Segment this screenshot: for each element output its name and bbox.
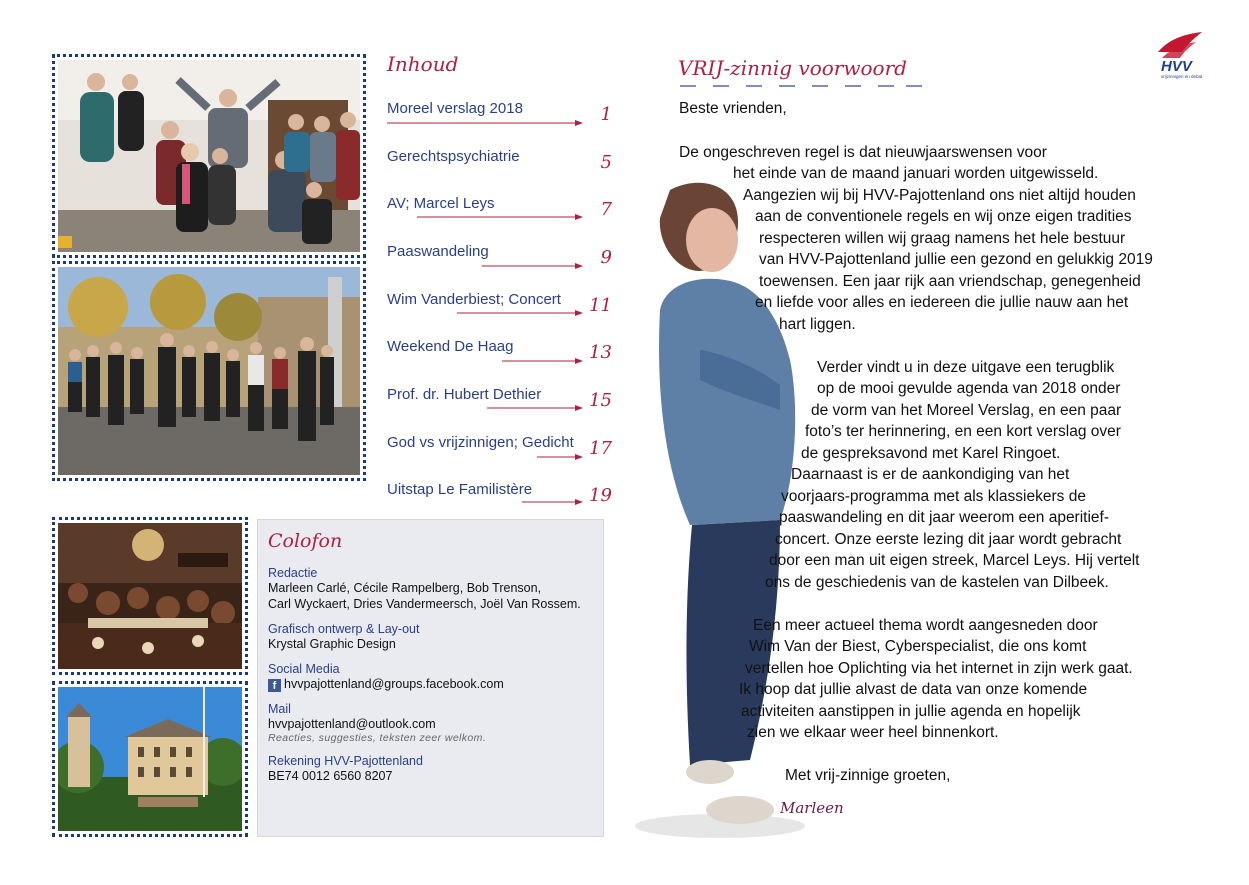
toc-item-page: 5 — [600, 152, 612, 173]
article-line: de gespreksavond met Karel Ringoet. — [801, 445, 1061, 462]
toc-item-label: Prof. dr. Hubert Dethier — [387, 386, 542, 403]
article-line: aan de conventionele regels en wij onze eigen tradities — [755, 208, 1132, 225]
signature: Marleen — [780, 799, 844, 817]
mail-note: Reacties, suggesties, teksten zeer welkom. — [268, 732, 487, 744]
toc-item-page: 19 — [589, 485, 612, 506]
title-underline — [680, 84, 925, 88]
redactie-line: Carl Wyckaert, Dries Vandermeersch, Joël Van Rossem. — [268, 597, 581, 611]
toc-arrow-icon — [387, 243, 587, 273]
toc-item-page: 17 — [589, 438, 612, 459]
article-line: Wim Van der Biest, Cyberspecialist, die ons komt — [749, 638, 1087, 655]
article-line: hart liggen. — [779, 316, 856, 333]
toc-item-page: 9 — [600, 247, 612, 268]
toc-item[interactable] — [387, 243, 612, 277]
toc-item-label: Gerechtspsychiatrie — [387, 148, 520, 165]
article-line: paaswandeling en dit jaar weerom een aperitief- — [779, 509, 1110, 526]
article-line: de vorm van het Moreel Verslag, en een paar — [811, 402, 1122, 419]
article-line: respecteren willen wij graag namens het hele bestuur — [759, 230, 1126, 247]
redactie-line: Marleen Carlé, Cécile Rampelberg, Bob Trenson, — [268, 581, 542, 595]
toc-item-label: Weekend De Haag — [387, 338, 514, 355]
article-line: foto’s ter herinnering, en een kort verslag over — [805, 423, 1121, 440]
facebook-icon: f — [268, 679, 281, 692]
photo-city-walk — [52, 261, 366, 481]
article-line: door een man uit eigen streek, Marcel Leys. Hij vertelt — [769, 552, 1140, 569]
article-line: zien we elkaar weer heel binnenkort. — [747, 724, 999, 741]
logo-tagline: vrijzinnigen en debat — [1161, 74, 1203, 79]
article-line: De ongeschreven regel is dat nieuwjaarswensen voor — [679, 144, 1047, 161]
toc-item-page: 1 — [600, 104, 612, 125]
toc-item-page: 7 — [600, 199, 612, 220]
article-line: Daarnaast is er de aankondiging van het — [791, 466, 1070, 483]
design-value: Krystal Graphic Design — [268, 637, 396, 651]
toc-item-label: Wim Vanderbiest; Concert — [387, 291, 561, 308]
article-line: ons de geschiedenis van de kastelen van Dilbeek. — [765, 574, 1109, 591]
account-value: BE74 0012 6560 8207 — [268, 769, 393, 783]
toc-arrow-icon — [387, 195, 587, 225]
toc-item-page: 13 — [589, 342, 612, 363]
toc-item[interactable] — [387, 338, 612, 372]
toc-item[interactable] — [387, 291, 612, 325]
toc-arrow-icon — [387, 434, 587, 464]
social-heading: Social Media — [268, 662, 340, 676]
toc-item-label: AV; Marcel Leys — [387, 195, 495, 212]
article-line: vertellen hoe Oplichting via het internet in zijn werk gaat. — [745, 660, 1133, 677]
toc-item-label: Uitstap Le Familistère — [387, 481, 533, 498]
closing: Met vrij-zinnige groeten, — [785, 767, 951, 784]
toc-item-label: God vs vrijzinnigen; Gedicht — [387, 434, 574, 451]
toc-arrow-icon — [387, 291, 587, 321]
photo-castle — [52, 681, 248, 837]
article-line: Een meer actueel thema wordt aangesneden door — [753, 617, 1098, 634]
article-line: toewensen. Een jaar rijk aan vriendschap, genegenheid — [759, 273, 1141, 290]
greeting: Beste vrienden, — [679, 100, 787, 117]
article-line: activiteiten aanstippen in jullie agenda en hopelijk — [741, 703, 1081, 720]
article-line: Aangezien wij bij HVV-Pajottenland ons niet altijd houden — [743, 187, 1136, 204]
toc-arrow-icon — [387, 338, 587, 368]
design-heading: Grafisch ontwerp & Lay-out — [268, 622, 420, 636]
article-line: concert. Onze eerste lezing dit jaar wordt gebracht — [775, 531, 1122, 548]
colofon-box — [257, 519, 604, 837]
photo-restaurant — [52, 517, 248, 675]
logo-text: HVV — [1161, 58, 1192, 75]
toc-item-label: Paaswandeling — [387, 243, 489, 260]
toc-item[interactable] — [387, 386, 612, 420]
article-line: voorjaars-programma met als klassiekers de — [781, 488, 1086, 505]
mail-link[interactable]: hvvpajottenland@outlook.com — [268, 717, 436, 731]
article-line: het einde van de maand januari worden uitgewisseld. — [733, 165, 1099, 182]
mail-heading: Mail — [268, 702, 291, 716]
toc-arrow-icon — [387, 100, 587, 130]
social-row[interactable] — [268, 676, 593, 692]
toc-item[interactable] — [387, 481, 612, 515]
toc-item-page: 11 — [589, 295, 612, 316]
colofon-title: Colofon — [268, 530, 343, 552]
toc-item-label: Moreel verslag 2018 — [387, 100, 523, 117]
social-link[interactable]: hvvpajottenland@groups.facebook.com — [284, 677, 504, 691]
article-line: Ik hoop dat jullie alvast de data van onze komende — [739, 681, 1088, 698]
article-title: VRIJ-zinnig voorwoord — [678, 56, 907, 80]
article-line: en liefde voor alles en iedereen die jullie nauw aan het — [755, 294, 1129, 311]
toc-item[interactable] — [387, 100, 612, 134]
article-line: op de mooi gevulde agenda van 2018 onder — [817, 380, 1121, 397]
toc-arrow-icon — [387, 386, 587, 416]
article-line: van HVV-Pajottenland jullie een gezond en gelukkig 2019 — [759, 251, 1153, 268]
account-heading: Rekening HVV-Pajottenland — [268, 754, 423, 768]
toc-item[interactable] — [387, 434, 612, 468]
toc-title: Inhoud — [387, 52, 459, 76]
article-line: Verder vindt u in deze uitgave een terugblik — [817, 359, 1115, 376]
hvv-logo — [1152, 30, 1210, 80]
toc-arrow-icon — [387, 481, 587, 511]
toc-item[interactable] — [387, 148, 612, 182]
toc-item[interactable] — [387, 195, 612, 229]
photo-group-indoors — [52, 54, 366, 258]
toc-item-page: 15 — [589, 390, 612, 411]
redactie-heading: Redactie — [268, 566, 318, 580]
